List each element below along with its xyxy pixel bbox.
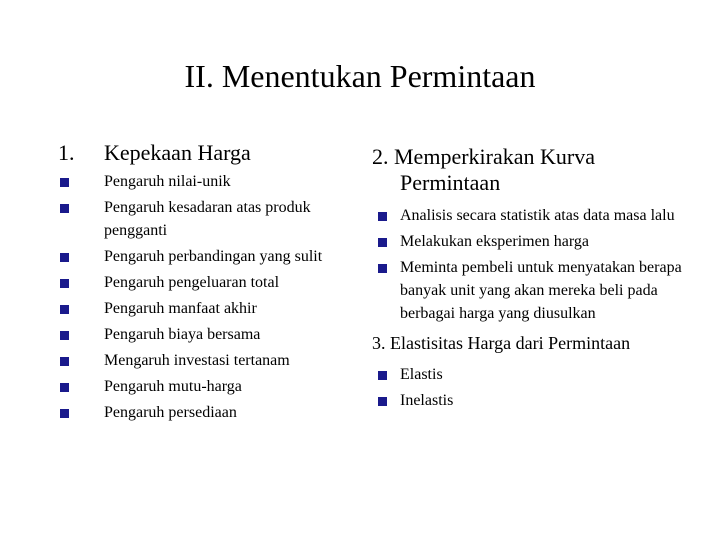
section-2-list <box>372 204 692 325</box>
section-1-heading: Kepekaan Harga <box>104 140 251 165</box>
section-3-list <box>372 363 692 412</box>
list-item <box>58 401 348 424</box>
list-item-text: Analisis secara statistik atas data masa lalu <box>400 207 675 224</box>
list-item <box>58 349 348 372</box>
list-item-text: Inelastis <box>400 392 454 409</box>
list-item-text: Pengaruh pengeluaran total <box>104 274 280 291</box>
list-item-text: Pengaruh perbandingan yang sulit <box>104 248 323 265</box>
list-item <box>58 375 348 398</box>
square-bullet-icon <box>378 397 387 406</box>
list-item <box>372 389 692 412</box>
list-item-text: Meminta pembeli untuk menyatakan berapa banyak unit yang akan mereka beli pada berbagai harga yang diusulkan <box>400 259 682 322</box>
list-item <box>58 170 348 193</box>
square-bullet-icon <box>378 371 387 380</box>
section-2-heading: 2. Memperkirakan Kurva Permintaan <box>372 144 595 195</box>
square-bullet-icon <box>60 204 69 213</box>
square-bullet-icon <box>60 253 69 262</box>
list-item-text: Pengaruh mutu-harga <box>104 378 242 395</box>
square-bullet-icon <box>60 178 69 187</box>
section-1-number: 1. <box>58 140 75 165</box>
list-item-text: Melakukan eksperimen harga <box>400 233 589 250</box>
section-3-heading: 3. Elastisitas Harga dari Permintaan <box>372 333 631 353</box>
list-item <box>58 245 348 268</box>
list-item-text: Elastis <box>400 366 443 383</box>
list-item <box>372 363 692 386</box>
list-item <box>58 297 348 320</box>
list-item <box>372 230 692 253</box>
list-item-text: Pengaruh manfaat akhir <box>104 300 257 317</box>
square-bullet-icon <box>60 409 69 418</box>
slide-title: II. Menentukan Permintaan <box>184 58 536 94</box>
list-item-text: Pengaruh biaya bersama <box>104 326 261 343</box>
right-column <box>372 144 692 415</box>
list-item-text: Mengaruh investasi tertanam <box>104 352 290 369</box>
list-item-text: Pengaruh kesadaran atas produk pengganti <box>104 199 311 239</box>
square-bullet-icon <box>60 279 69 288</box>
square-bullet-icon <box>378 238 387 247</box>
list-item-text: Pengaruh nilai-unik <box>104 173 231 190</box>
list-item <box>58 323 348 346</box>
square-bullet-icon <box>60 357 69 366</box>
list-item <box>58 196 348 242</box>
square-bullet-icon <box>60 383 69 392</box>
square-bullet-icon <box>60 305 69 314</box>
list-item <box>58 271 348 294</box>
square-bullet-icon <box>60 331 69 340</box>
list-item <box>372 256 692 325</box>
list-item-text: Pengaruh persediaan <box>104 404 237 421</box>
square-bullet-icon <box>378 264 387 273</box>
square-bullet-icon <box>378 212 387 221</box>
section-1-list <box>58 170 348 427</box>
list-item <box>372 204 692 227</box>
